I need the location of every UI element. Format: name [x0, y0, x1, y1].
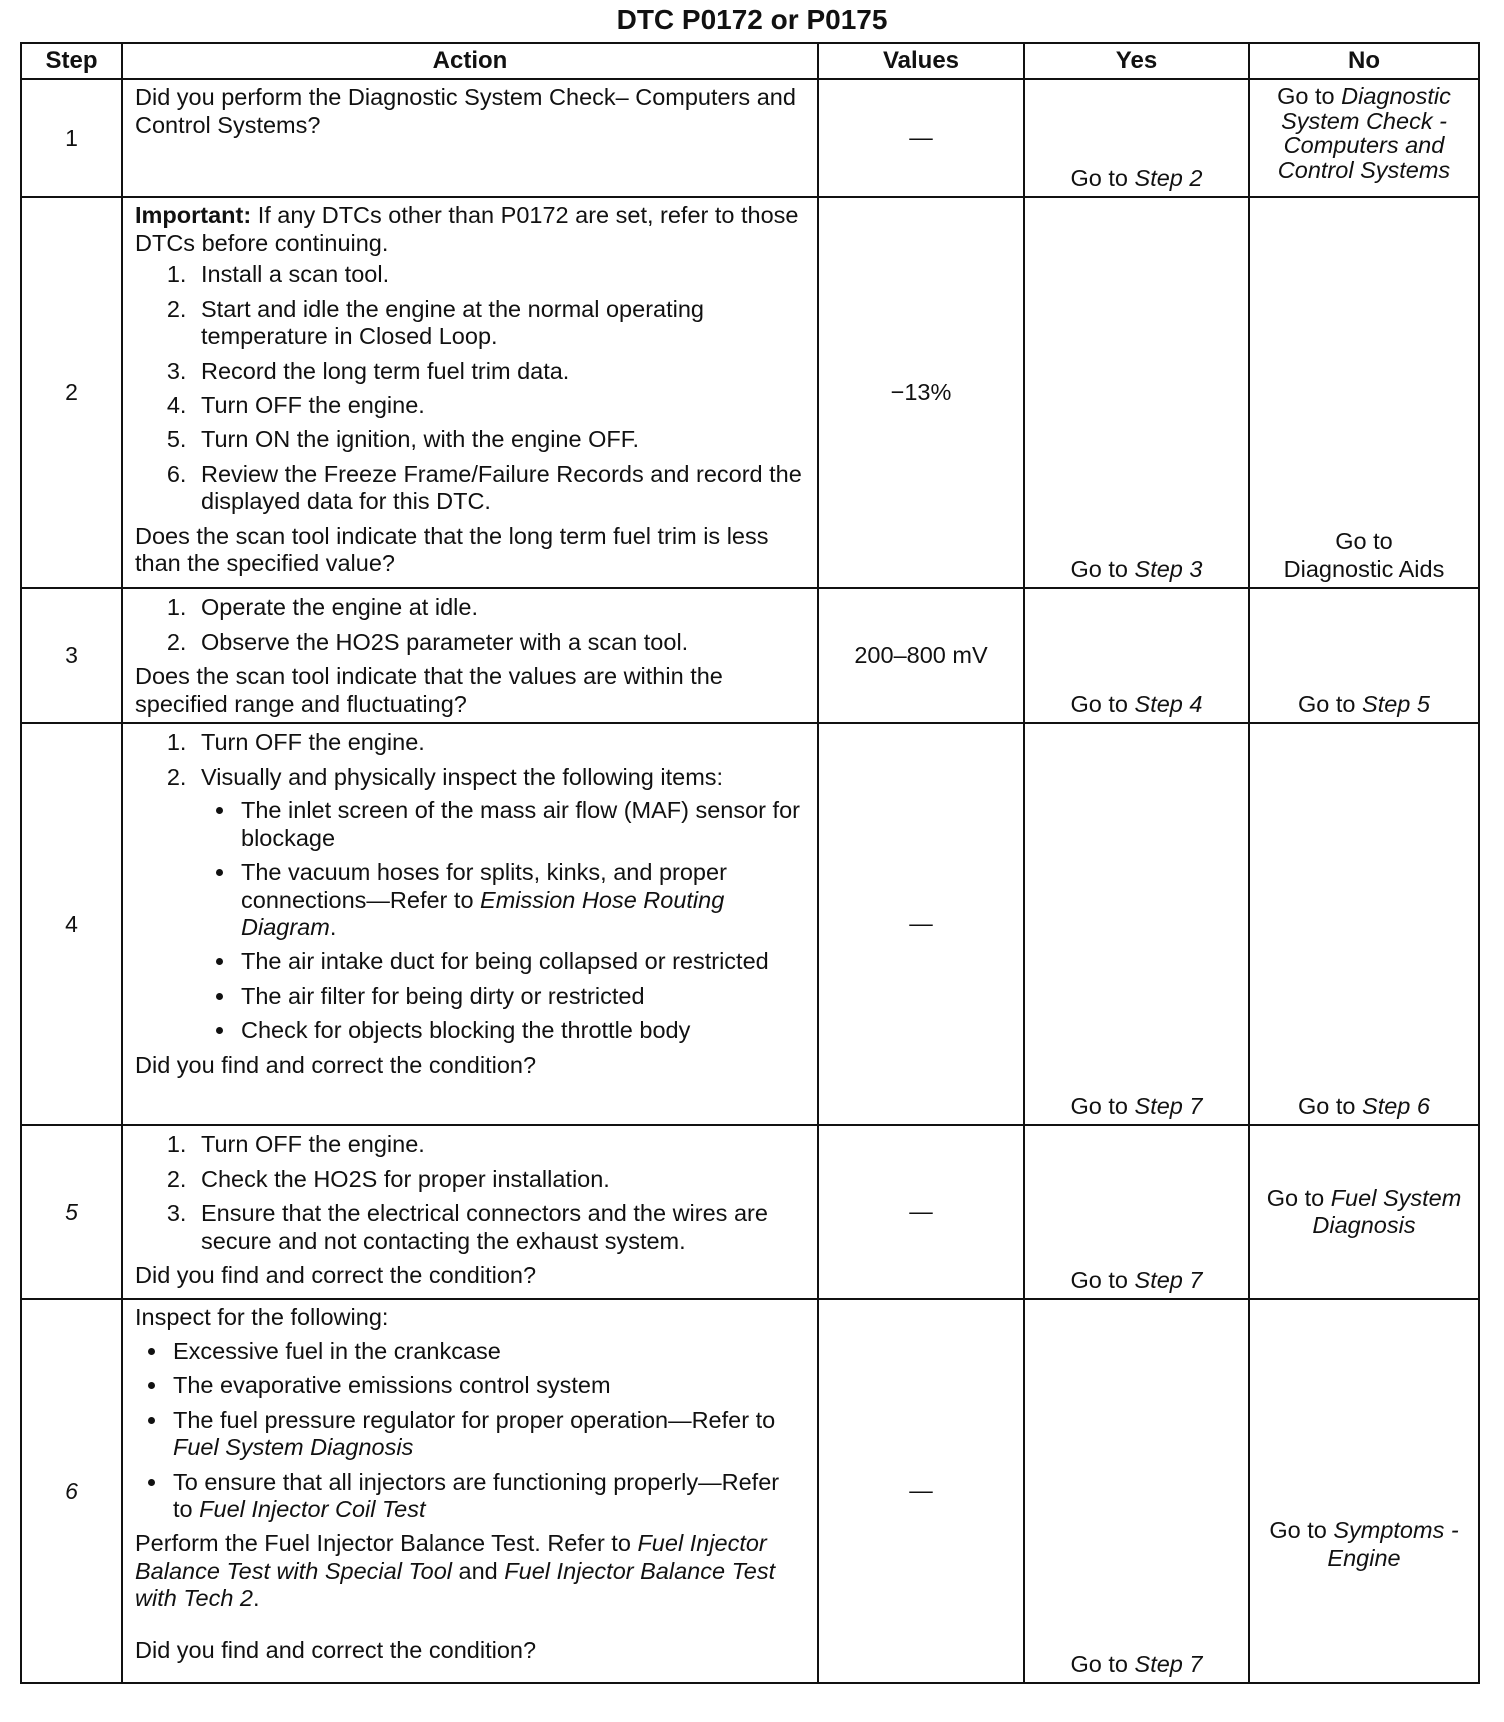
inspection-list — [135, 1338, 805, 1524]
table-row-step-4 — [21, 723, 1479, 1125]
no-cell: Go to Step 6 — [1249, 723, 1479, 1125]
procedure-step: 3. Record the long term fuel trim data. — [193, 358, 805, 385]
value-cell: 200–800 mV — [818, 588, 1024, 723]
procedure-list — [135, 594, 805, 656]
no-link[interactable]: Step 5 — [1362, 690, 1430, 717]
yes-cell: Go to Step 4 — [1024, 588, 1249, 723]
procedure-list — [135, 1131, 805, 1255]
yes-cell: Go to Step 7 — [1024, 723, 1249, 1125]
procedure-step: 1. Operate the engine at idle. — [193, 594, 805, 621]
perform-text: Perform the Fuel Injector Balance Test. Refer to Fuel Injector Balance Test with Special Tool and Fuel Injector Balance Test with Tech 2. — [135, 1530, 776, 1612]
inspection-item: • The fuel pressure regulator for proper operation—Refer to Fuel System Diagnosis — [169, 1407, 805, 1462]
reference-link[interactable]: Fuel System Diagnosis — [173, 1434, 414, 1461]
procedure-step: 5. Turn ON the ignition, with the engine OFF. — [193, 426, 805, 453]
inspection-item: • The evaporative emissions control system — [169, 1372, 805, 1399]
inspection-item: • To ensure that all injectors are functioning properly—Refer to Fuel Injector Coil Test — [169, 1469, 805, 1524]
yes-link[interactable]: Step 4 — [1134, 690, 1203, 717]
no-link[interactable]: Step 6 — [1362, 1092, 1430, 1119]
procedure-step: 6. Review the Freeze Frame/Failure Records and record the displayed data for this DTC. — [193, 461, 805, 516]
yes-link[interactable]: Step 3 — [1134, 555, 1203, 582]
value-cell: — — [818, 1125, 1024, 1299]
no-link[interactable]: Fuel System Diagnosis — [1312, 1184, 1462, 1239]
procedure-step: 4. Turn OFF the engine. — [193, 392, 805, 419]
inspection-item: • The air filter for being dirty or restricted — [237, 983, 805, 1010]
yes-cell: Go to Step 2 — [1024, 79, 1249, 197]
procedure-step: 1. Turn OFF the engine. — [193, 1131, 805, 1158]
table-row-step-6 — [21, 1299, 1479, 1683]
step-number: 1 — [21, 79, 122, 197]
inspection-item: • Excessive fuel in the crankcase — [169, 1338, 805, 1365]
no-cell: Go to Symptoms - Engine — [1249, 1299, 1479, 1683]
procedure-step: 2. Visually and physically inspect the following items: • The inlet screen of the mass air flow (MAF) sensor for blockage • The vacuum hoses for splits, kinks, and proper connections—Refer to Emission Hose Routing Diagram. • The air intake duct for being collapsed or restricted • The air filter for being dirty or restricted • Check for objects blocking the throttle body — [193, 764, 805, 1045]
yes-link[interactable]: Step 7 — [1134, 1266, 1203, 1293]
no-cell: Go to Fuel System Diagnosis — [1249, 1125, 1479, 1299]
inspection-item: • The air intake duct for being collapsed or restricted — [237, 948, 805, 975]
step-number: 2 — [21, 197, 122, 588]
inspection-item: • Check for objects blocking the throttle body — [237, 1017, 805, 1044]
no-link[interactable]: Symptoms - Engine — [1327, 1517, 1459, 1571]
action-cell — [122, 79, 818, 197]
table-row-step-3 — [21, 588, 1479, 723]
header-action: Action — [122, 43, 818, 79]
step-number: 6 — [21, 1299, 122, 1683]
action-text: Did you perform the Diagnostic System Check– Computers and Control Systems? — [135, 84, 796, 138]
yes-cell: Go to Step 7 — [1024, 1299, 1249, 1683]
procedure-step: 1. Turn OFF the engine. — [193, 729, 805, 756]
procedure-list — [135, 261, 805, 516]
action-cell — [122, 723, 818, 1125]
yes-cell: Go to Step 3 — [1024, 197, 1249, 588]
question-text: Did you find and correct the condition? — [135, 1051, 537, 1078]
inspection-item: • The inlet screen of the mass air flow (MAF) sensor for blockage — [237, 797, 805, 852]
page-title: DTC P0172 or P0175 — [616, 4, 888, 35]
action-cell — [122, 588, 818, 723]
important-note: Important: If any DTCs other than P0172 are set, refer to those DTCs before continuing. — [135, 202, 799, 256]
question-text: Did you find and correct the condition? — [135, 1262, 537, 1289]
action-cell — [122, 197, 818, 588]
reference-link[interactable]: Emission Hose Routing Diagram — [241, 886, 725, 940]
no-cell — [1249, 197, 1479, 588]
table-row-step-5 — [21, 1125, 1479, 1299]
yes-link[interactable]: Step 2 — [1134, 164, 1203, 191]
reference-link[interactable]: Fuel Injector Coil Test — [199, 1495, 426, 1522]
procedure-step: 1. Install a scan tool. — [193, 261, 805, 288]
value-cell: — — [818, 723, 1024, 1125]
yes-cell: Go to Step 7 — [1024, 1125, 1249, 1299]
no-link[interactable]: Go to Diagnostic Aids — [1283, 528, 1445, 582]
question-text: Does the scan tool indicate that the long term fuel trim is less than the specified value? — [135, 522, 769, 577]
diagnostic-table — [20, 42, 1480, 1684]
table-header-row — [21, 43, 1479, 79]
procedure-step: 2. Start and idle the engine at the normal operating temperature in Closed Loop. — [193, 296, 805, 351]
procedure-step: 2. Observe the HO2S parameter with a scan tool. — [193, 629, 805, 656]
table-row-step-1 — [21, 79, 1479, 197]
question-text: Did you find and correct the condition? — [135, 1636, 537, 1663]
question-text: Does the scan tool indicate that the values are within the specified range and fluctuating? — [135, 663, 723, 717]
reference-link[interactable]: Fuel Injector Balance Test with Special Tool — [135, 1530, 767, 1584]
header-values: Values — [818, 43, 1024, 79]
value-cell: −13% — [818, 197, 1024, 588]
procedure-step: 2. Check the HO2S for proper installation. — [193, 1166, 805, 1193]
header-step: Step — [21, 43, 122, 79]
yes-link[interactable]: Step 7 — [1134, 1650, 1203, 1677]
no-cell: Go to Diagnostic System Check - Computers and Control Systems — [1249, 79, 1479, 197]
procedure-list — [135, 729, 805, 1045]
value-cell: — — [818, 1299, 1024, 1683]
yes-link[interactable]: Step 7 — [1134, 1092, 1203, 1119]
reference-link[interactable]: Fuel Injector Balance Test with Tech 2 — [135, 1557, 776, 1612]
step-number: 3 — [21, 588, 122, 723]
action-cell — [122, 1125, 818, 1299]
header-yes: Yes — [1024, 43, 1249, 79]
header-no: No — [1249, 43, 1479, 79]
no-cell: Go to Step 5 — [1249, 588, 1479, 723]
intro-text: Inspect for the following: — [135, 1304, 389, 1331]
inspection-list — [201, 797, 805, 1045]
procedure-step: 3. Ensure that the electrical connectors and the wires are secure and not contacting the exhaust system. — [193, 1200, 805, 1255]
no-link[interactable]: Diagnostic System Check - Computers and Control Systems — [1277, 83, 1451, 184]
inspection-item: • The vacuum hoses for splits, kinks, and proper connections—Refer to Emission Hose Routing Diagram. — [237, 859, 805, 941]
value-cell: — — [818, 79, 1024, 197]
action-cell — [122, 1299, 818, 1683]
table-row-step-2 — [21, 197, 1479, 588]
step-number: 4 — [21, 723, 122, 1125]
step-number: 5 — [21, 1125, 122, 1299]
